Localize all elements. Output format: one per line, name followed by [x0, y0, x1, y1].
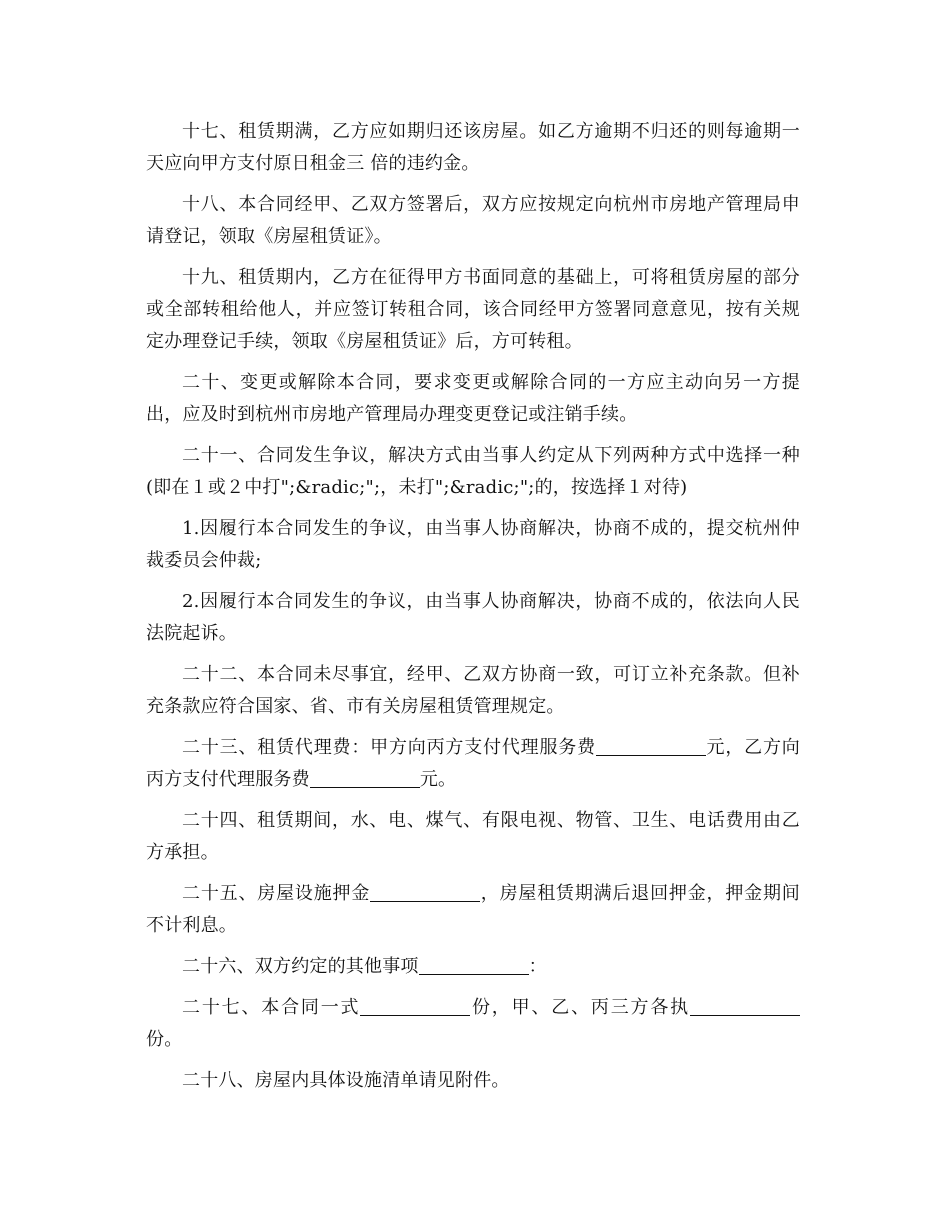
clause-23 — [146, 732, 800, 796]
clause-23-text-b: 元，乙方向丙方支付代理服务费 — [146, 737, 800, 790]
clause-25 — [146, 878, 800, 942]
clause-27 — [146, 992, 800, 1056]
agent-fee-tenant-blank — [310, 767, 420, 788]
clause-20: 二十、变更或解除本合同，要求变更或解除合同的一方应主动向另一方提出，应及时到杭州市房地产管理局办理变更登记或注销手续。 — [146, 372, 800, 425]
clause-17: 十七、租赁期满，乙方应如期归还该房屋。如乙方逾期不归还的则每逾期一天应向甲方支付原日租金三 倍的违约金。 — [146, 121, 800, 174]
clause-28: 二十八、房屋内具体设施清单请见附件。 — [182, 1070, 510, 1091]
deposit-blank — [370, 881, 480, 902]
clause-26-text-b: ： — [528, 956, 547, 977]
clause-21-option-1: 1.因履行本合同发生的争议，由当事人协商解决，协商不成的，提交杭州仲裁委员会仲裁; — [146, 518, 800, 571]
copies-total-blank — [360, 995, 470, 1016]
contract-body — [146, 116, 800, 1106]
clause-26 — [146, 951, 800, 983]
clause-21: 二十一、合同发生争议，解决方式由当事人约定从下列两种方式中选择一种(即在１或２中打";&radic;";，未打";&radic;";的，按选择１对待) — [146, 445, 800, 498]
clause-27-text-b: 份，甲、乙、丙三方各执 — [470, 997, 690, 1018]
clause-23-text-c: 元。 — [419, 769, 457, 790]
clause-25-text-a: 二十五、房屋设施押金 — [182, 883, 371, 904]
other-matters-blank — [419, 954, 529, 975]
agent-fee-landlord-blank — [596, 735, 706, 756]
clause-21-option-2: 2.因履行本合同发生的争议，由当事人协商解决，协商不成的，依法向人民法院起诉。 — [146, 591, 800, 644]
clause-27-text-c: 份。 — [146, 1029, 183, 1050]
clause-26-text-a: 二十六、双方约定的其他事项 — [182, 956, 419, 977]
clause-27-text-a: 二十七、本合同一式 — [182, 997, 361, 1018]
clause-24: 二十四、租赁期间，水、电、煤气、有限电视、物管、卫生、电话费用由乙方承担。 — [146, 810, 800, 863]
copies-each-blank — [690, 995, 800, 1016]
clause-23-text-a: 二十三、租赁代理费：甲方向丙方支付代理服务费 — [182, 737, 596, 758]
clause-22: 二十二、本合同未尽事宜，经甲、乙双方协商一致，可订立补充条款。但补充条款应符合国家、省、市有关房屋租赁管理规定。 — [146, 664, 800, 717]
clause-18: 十八、本合同经甲、乙双方签署后，双方应按规定向杭州市房地产管理局申请登记，领取《房屋租赁证》。 — [146, 194, 800, 247]
clause-19: 十九、租赁期内，乙方在征得甲方书面同意的基础上，可将租赁房屋的部分或全部转租给他人，并应签订转租合同，该合同经甲方签署同意意见，按有关规定办理登记手续，领取《房屋租赁证》后，方可转租。 — [146, 267, 800, 352]
clause-25-text-b: ，房屋租赁期满后退回押金，押金期间不计利息。 — [146, 883, 801, 936]
